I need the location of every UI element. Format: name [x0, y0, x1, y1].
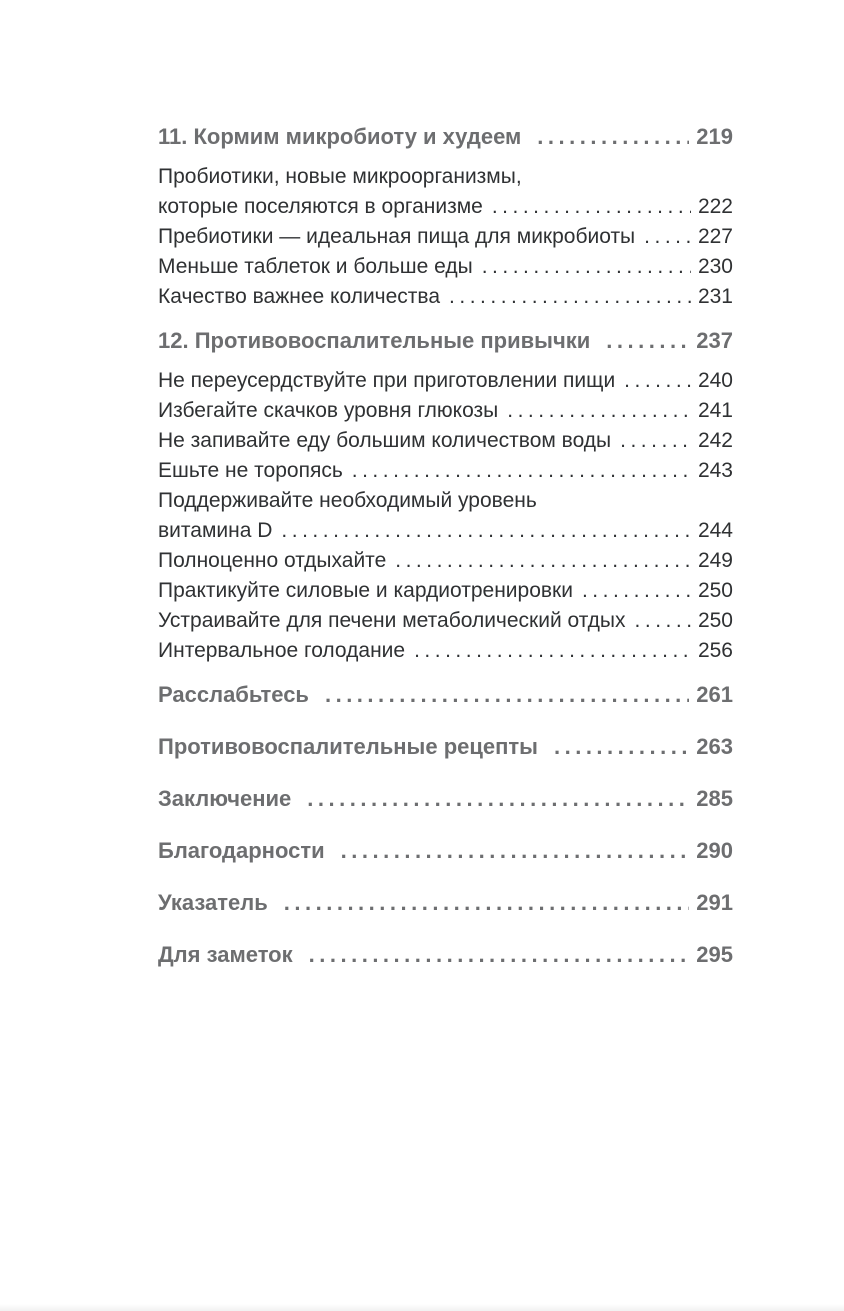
toc-entry-label: которые поселяются в организме — [158, 195, 483, 218]
dot-leader — [620, 426, 691, 456]
dot-leader — [507, 396, 691, 426]
toc-entry-label: Меньше таблеток и больше еды — [158, 255, 473, 278]
toc-entry-label: Пребиотики — идеальная пища для микробиоты — [158, 225, 636, 248]
dot-leader — [325, 680, 689, 710]
toc-entry-label: Интервальное голодание — [158, 639, 406, 662]
toc-row — [158, 784, 733, 814]
toc-entry-page: 261 — [696, 682, 733, 707]
toc-entry-label: Пробиотики, новые микроорганизмы, — [158, 165, 522, 188]
toc-entry-page: 222 — [697, 195, 733, 218]
toc-entry-page: 250 — [697, 609, 733, 632]
dot-leader — [309, 940, 690, 970]
toc-entry-page: 256 — [697, 639, 733, 662]
toc-entry-label: Не переусердствуйте при приготовлении пищи — [158, 369, 616, 392]
toc-row — [158, 366, 733, 396]
toc-entry-page: 242 — [697, 429, 733, 452]
dot-leader — [582, 576, 691, 606]
toc-row — [158, 636, 733, 666]
toc-entry-label: 11. Кормим микробиоту и худеем — [158, 124, 522, 149]
toc-entry-label: Поддерживайте необходимый уровень — [158, 489, 537, 512]
toc-entry-page: 244 — [697, 519, 733, 542]
toc-entry-label: Противовоспалительные рецепты — [158, 734, 538, 759]
toc-row — [158, 680, 733, 710]
toc-entry-label: Избегайте скачков уровня глюкозы — [158, 399, 499, 422]
toc-row — [158, 486, 733, 516]
toc-entry-page: 291 — [696, 890, 733, 915]
toc-entry-label: витамина D — [158, 519, 273, 542]
toc-row — [158, 456, 733, 486]
toc-row — [158, 122, 733, 152]
toc-entry-page: 295 — [696, 942, 733, 967]
toc-row — [158, 252, 733, 282]
toc-entry-page: 219 — [696, 124, 733, 149]
dot-leader — [644, 222, 691, 252]
toc-entry-label: Указатель — [158, 890, 268, 915]
dot-leader — [449, 282, 691, 312]
toc-row — [158, 426, 733, 456]
toc-entry-page: 263 — [696, 734, 733, 759]
toc-entry-label: Для заметок — [158, 942, 293, 967]
toc-row — [158, 732, 733, 762]
toc-entry-label: Благодарности — [158, 838, 325, 863]
page-bottom-shadow — [0, 1304, 844, 1311]
toc-entry-label: Практикуйте силовые и кардиотренировки — [158, 579, 573, 602]
dot-leader — [624, 366, 691, 396]
toc-entry-label: Заключение — [158, 786, 292, 811]
toc-row — [158, 888, 733, 918]
dot-leader — [395, 546, 691, 576]
table-of-contents — [158, 122, 733, 970]
toc-entry-page: 250 — [697, 579, 733, 602]
toc-row — [158, 940, 733, 970]
toc-entry-label: Не запивайте еду большим количеством воды — [158, 429, 612, 452]
toc-entry-label: Расслабьтесь — [158, 682, 309, 707]
toc-row — [158, 326, 733, 356]
toc-row — [158, 192, 733, 222]
toc-row — [158, 546, 733, 576]
dot-leader — [537, 122, 689, 152]
toc-row — [158, 162, 733, 192]
toc-entry-page: 240 — [697, 369, 733, 392]
toc-entry-label: 12. Противовоспалительные привычки — [158, 328, 591, 353]
toc-row — [158, 606, 733, 636]
toc-row — [158, 222, 733, 252]
toc-entry-page: 241 — [697, 399, 733, 422]
toc-entry-label: Полноценно отдыхайте — [158, 549, 387, 572]
toc-entry-page: 230 — [697, 255, 733, 278]
dot-leader — [341, 836, 690, 866]
toc-entry-label: Качество важнее количества — [158, 285, 441, 308]
dot-leader — [482, 252, 691, 282]
dot-leader — [414, 636, 691, 666]
dot-leader — [554, 732, 689, 762]
toc-row — [158, 576, 733, 606]
toc-entry-page: 249 — [697, 549, 733, 572]
dot-leader — [606, 326, 689, 356]
toc-row — [158, 516, 733, 546]
toc-row — [158, 836, 733, 866]
toc-entry-label: Ешьте не торопясь — [158, 459, 343, 482]
dot-leader — [284, 888, 690, 918]
toc-row — [158, 396, 733, 426]
dot-leader — [635, 606, 691, 636]
dot-leader — [307, 784, 689, 814]
toc-entry-page: 290 — [696, 838, 733, 863]
dot-leader — [352, 456, 691, 486]
toc-row — [158, 282, 733, 312]
dot-leader — [492, 192, 691, 222]
toc-entry-page: 237 — [696, 328, 733, 353]
toc-entry-page: 243 — [697, 459, 733, 482]
toc-entry-page: 285 — [696, 786, 733, 811]
toc-entry-page: 227 — [697, 225, 733, 248]
dot-leader — [281, 516, 691, 546]
toc-entry-page: 231 — [697, 285, 733, 308]
toc-entry-label: Устраивайте для печени метаболический отдых — [158, 609, 626, 632]
